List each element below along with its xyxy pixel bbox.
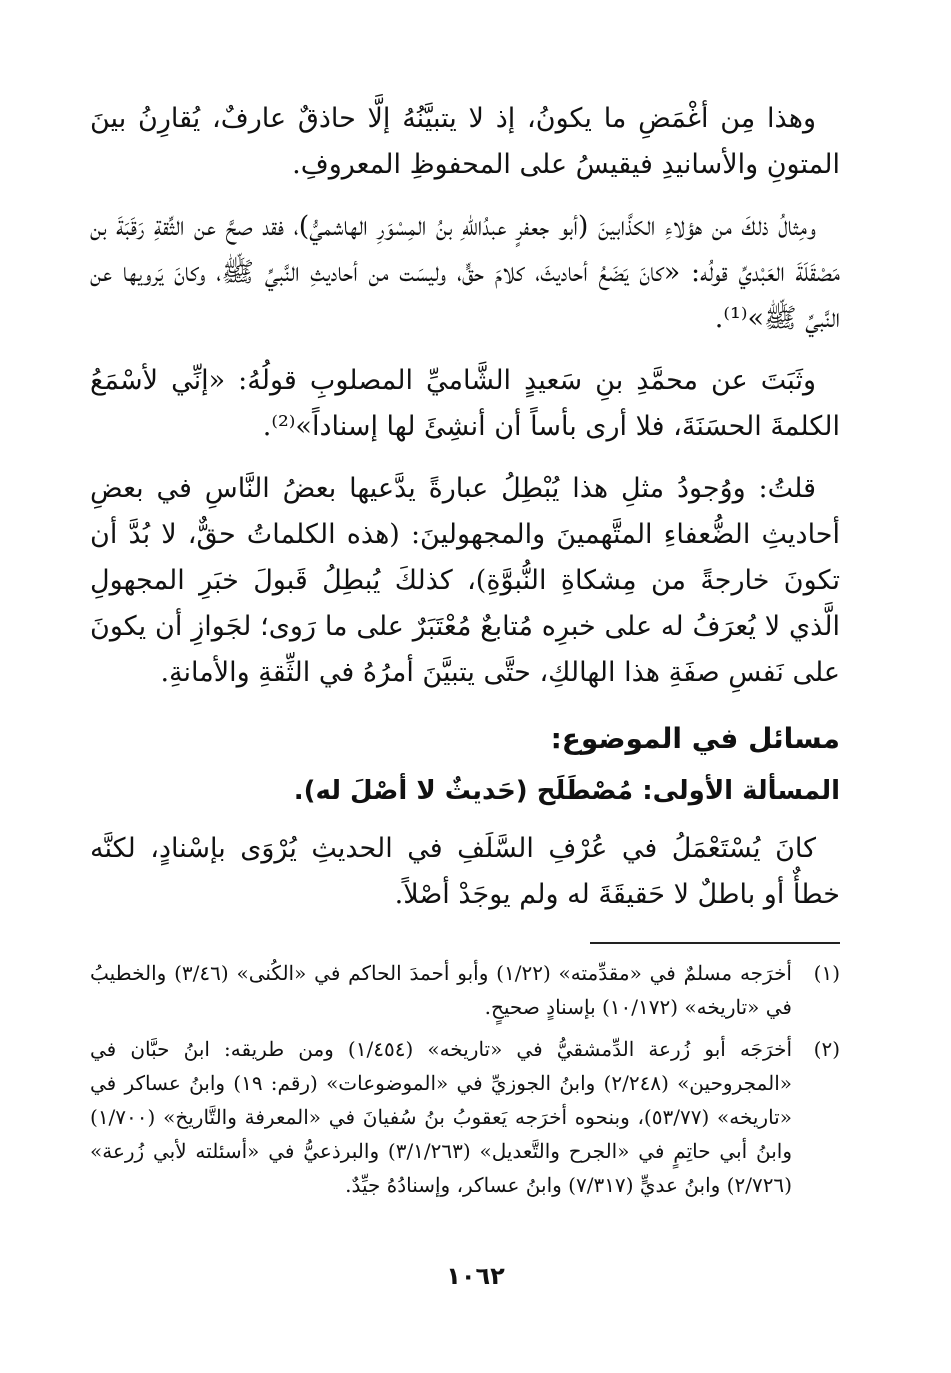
paragraph-2: ومِثالُ ذلكَ من هؤلاءِ الكذَّابينَ (أبو جعفرٍ عبدُاللهِ بنُ المِسْوَرِ الهاشميُّ)، فقد صحَّ عن الثِّقةِ رَقَبَةَ بن مَصْقَلَةَ العَبْديِّ قولُه: «كانَ يَضَعُ أحاديثَ، كلامَ حقٍّ، وليسَت من أحاديثِ النَّبيِّ ﷺ، وكانَ يَرويها عن النَّبيِّ ﷺ»⁽¹⁾.	[90, 211, 840, 334]
page-number: ١٠٦٢	[446, 1262, 505, 1290]
footnote-number: (٢)	[813, 1037, 840, 1061]
footnote-separator	[590, 942, 840, 944]
paragraph-5: كانَ يُسْتَعْمَلُ في عُرْفِ السَّلَفِ في الحديثِ يُرْوَى بإسْنادٍ، لكنَّه خطأٌ أو باطلٌ لا حَقيقَةَ له ولم يوجَدْ أصْلاً.	[90, 833, 840, 910]
paragraph-4: قلتُ: ووُجودُ مثلِ هذا يُبْطِلُ عبارةً يدَّعيها بعضُ النَّاسِ في بعضِ أحاديثِ الضُّعفاءِ المتَّهمينَ والمجهولينَ: (هذه الكلماتُ حقٌّ، لا بُدَّ أن تكونَ خارجةً من مِشكاةِ النُّبوَّةِ)، كذلكَ يُبطِلُ قَبولَ خبَرِ المجهولِ الَّذي لا يُعرَفُ له على خبرِه مُتابعٌ مُعْتَبَرٌ على ما رَوى؛ لجَوازِ أن يكونَ على نَفسِ صفَةِ هذا الهالكِ، حتَّى يتبيَّنَ أمرُهُ في الثِّقةِ والأمانةِ.	[90, 473, 840, 688]
section-heading: مسائل في الموضوع:	[550, 722, 840, 755]
paragraph-1: وهذا مِن أغْمَضِ ما يكونُ، إذ لا يتبيَّنُهُ إلَّا حاذقٌ عارفٌ، يُقارِنُ بينَ المتونِ والأسانيدِ فيقيسُ على المحفوظِ المعروفِ.	[90, 103, 840, 180]
footnote-number: (١)	[813, 961, 840, 985]
footnote-text: أخرَجه مسلمٌ في «مقدِّمته» (١/٢٢) وأبو أحمدَ الحاكم في «الكُنى» (٣/٤٦) والخطيبُ في «تاريخه» (١٠/١٧٢) بإسنادٍ صحيحٍ.	[90, 961, 792, 1019]
paragraph-3: وثَبَتَ عن محمَّدِ بنِ سَعيدٍ الشَّاميِّ المصلوبِ قولُهُ: «إنِّي لأسْمَعُ الكلمةَ الحسَنَةَ، فلا أرى بأساً أن أنشِئَ لها إسناداً»⁽²⁾.	[90, 365, 840, 442]
subsection-heading: المسألة الأولى: مُصْطَلَح (حَديثٌ لا أصْلَ له).	[293, 776, 840, 806]
footnote-2	[90, 1032, 840, 1202]
footnote-1	[90, 956, 840, 1024]
page-content	[90, 96, 840, 1210]
footnote-text: أخرَجَه أبو زُرعة الدِّمشقيُّ في «تاريخه» (١/٤٥٤) ومن طريقه: ابنُ حبَّان في «المجروحين» (٢/٢٤٨) وابنُ الجوزيِّ في «الموضوعات» (رقم: ١٩) وابنُ عساكر في «تاريخه» (٥٣/٧٧)، وبنحوه أخرَجه يَعقوبُ بنُ سُفيانَ في «المعرفة والتَّاريخ» (١/٧٠٠) وابنُ أبي حاتِمٍ في «الجرح والتَّعديل» (٣/١/٢٦٣) والبرذعيُّ في «أسئلته لأبي زُرعة» (٢/٧٢٦) وابنُ عديٍّ (٧/٣١٧) وابنُ عساكر، وإسنادُهُ جيِّدٌ.	[90, 1037, 792, 1197]
